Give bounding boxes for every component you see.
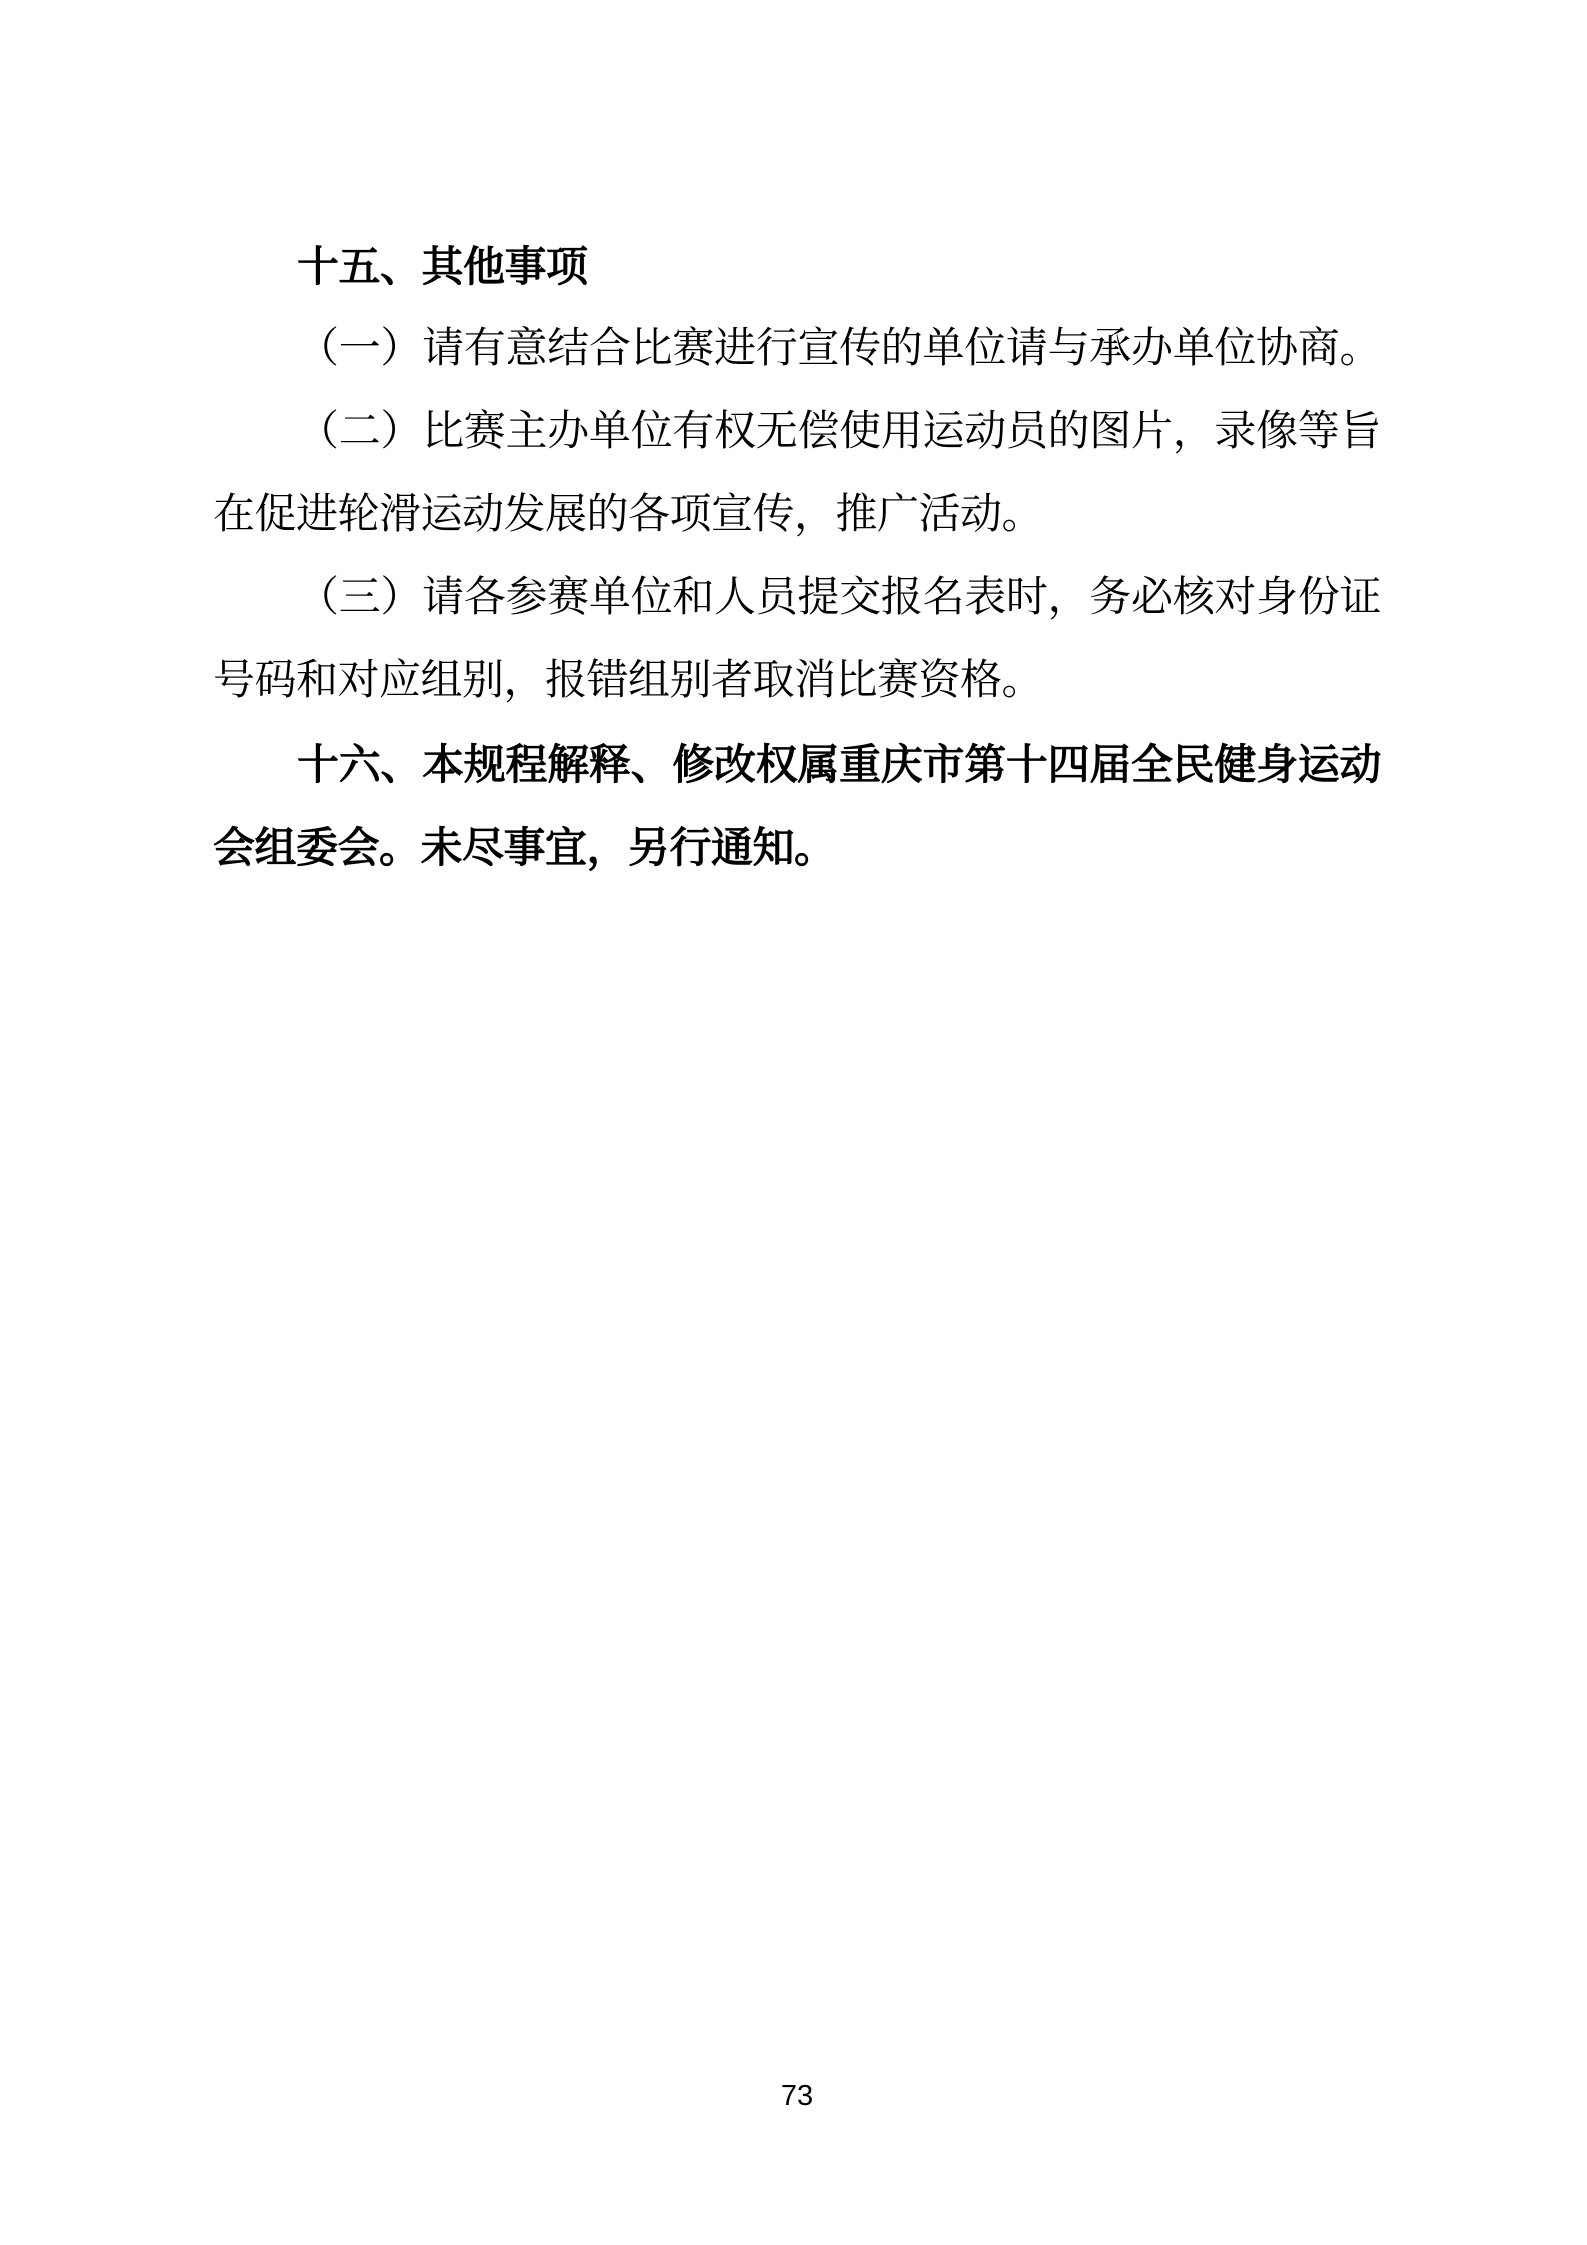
section-heading-16-line-1: 十六、本规程解释、修改权属重庆市第十四届全民健身运动 — [297, 741, 1381, 788]
document-body — [213, 225, 1381, 889]
paragraph-item-3-line-1: （三）请各参赛单位和人员提交报名表时，务必核对身份证 — [297, 575, 1381, 621]
paragraph-item-2-line-1: （二）比赛主办单位有权无偿使用运动员的图片，录像等旨 — [297, 409, 1381, 455]
paragraph-item-1-line-1: （一）请有意结合比赛进行宣传的单位请与承办单位协商。 — [297, 326, 1381, 372]
page-number: 73 — [780, 2080, 814, 2112]
section-heading-16-line-2: 会组委会。未尽事宜，另行通知。 — [213, 824, 836, 871]
paragraph-item-3-line-2: 号码和对应组别，报错组别者取消比赛资格。 — [213, 658, 1044, 704]
paragraph-item-2-line-2: 在促进轮滑运动发展的各项宣传，推广活动。 — [213, 492, 1044, 538]
section-heading-15: 十五、其他事项 — [297, 243, 588, 290]
